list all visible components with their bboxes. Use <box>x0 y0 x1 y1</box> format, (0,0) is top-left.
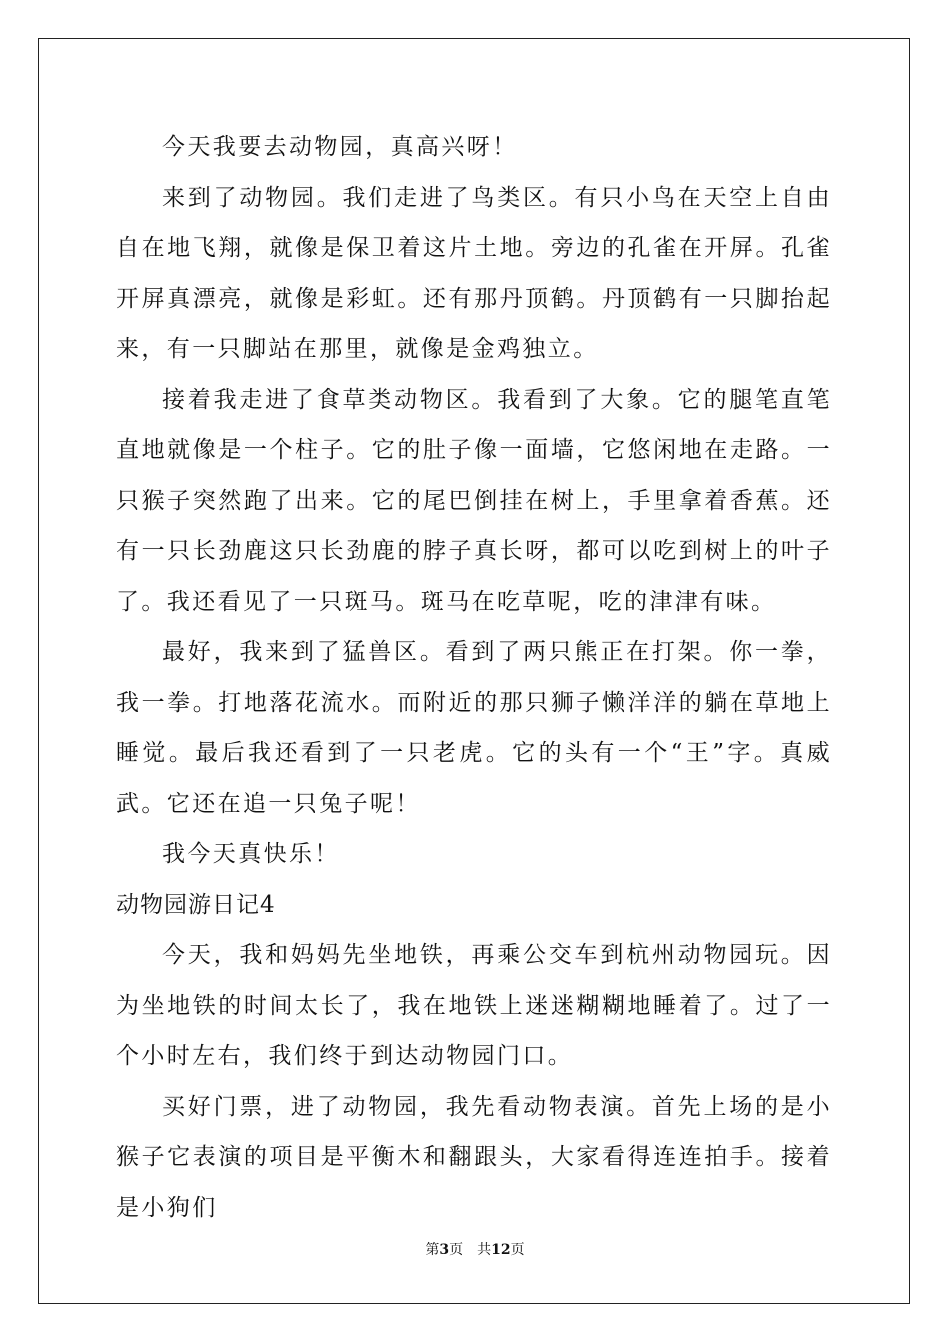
paragraph: 今天我要去动物园，真高兴呀！ <box>162 134 518 160</box>
paragraph: 最好，我来到了猛兽区。看到了两只熊正在打架。你一拳，我一拳。打地落花流水。而附近的那只狮子懒洋洋的躺在草地上睡觉。最后我还看到了一只老虎。它的头有一个“王”字。真威武。它还在追一只兔子呢！ <box>116 639 832 817</box>
paragraph: 接着我走进了食草类动物区。我看到了大象。它的腿笔直笔直地就像是一个柱子。它的肚子像一面墙，它悠闲地在走路。一只猴子突然跑了出来。它的尾巴倒挂在树上，手里拿着香蕉。还有一只长劲鹿这只长劲鹿的脖子真长呀，都可以吃到树上的叶子了。我还看见了一只斑马。斑马在吃草呢，吃的津津有味。 <box>116 386 832 615</box>
total-prefix: 共 <box>477 1242 492 1258</box>
section-title: 动物园游日记4 <box>116 891 276 918</box>
page-unit: 页 <box>449 1242 464 1258</box>
paragraph: 来到了动物园。我们走进了鸟类区。有只小鸟在天空上自由自在地飞翔，就像是保卫着这片土地。旁边的孔雀在开屏。孔雀开屏真漂亮，就像是彩虹。还有那丹顶鹤。丹顶鹤有一只脚抬起来，有一只脚站在那里，就像是金鸡独立。 <box>116 184 832 362</box>
total-unit: 页 <box>510 1242 525 1258</box>
page-footer <box>0 1240 950 1260</box>
page-current: 3 <box>439 1242 450 1258</box>
paragraph: 今天，我和妈妈先坐地铁，再乘公交车到杭州动物园玩。因为坐地铁的时间太长了，我在地铁上迷迷糊糊地睡着了。过了一个小时左右，我们终于到达动物园门口。 <box>116 942 832 1069</box>
document-body <box>116 122 832 1233</box>
paragraph: 我今天真快乐！ <box>162 841 340 867</box>
page-prefix: 第 <box>425 1242 440 1258</box>
page-total: 12 <box>491 1242 511 1258</box>
paragraph: 买好门票，进了动物园，我先看动物表演。首先上场的是小猴子它表演的项目是平衡木和翻跟头，大家看得连连拍手。接着是小狗们 <box>116 1093 832 1221</box>
